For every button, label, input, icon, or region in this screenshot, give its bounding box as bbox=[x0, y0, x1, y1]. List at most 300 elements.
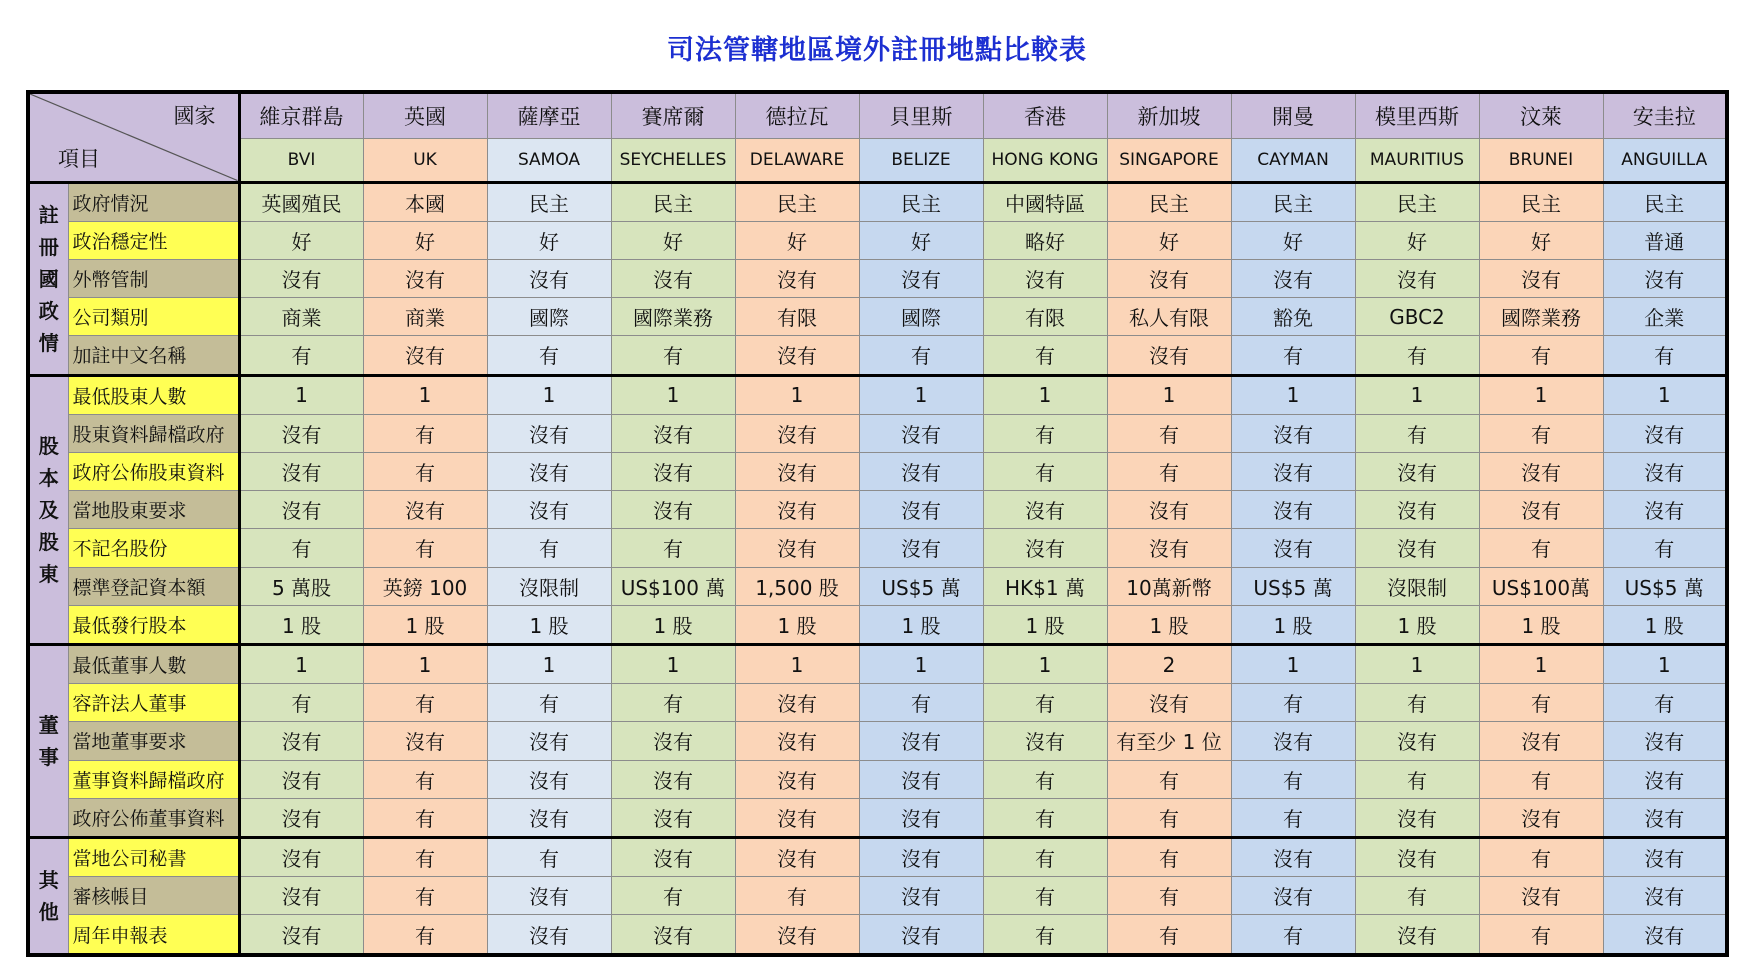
row-label: 股東資料歸檔政府 bbox=[68, 414, 239, 452]
table-cell: 好 bbox=[239, 221, 363, 259]
table-cell: 豁免 bbox=[1231, 298, 1355, 336]
table-cell: 有 bbox=[1107, 915, 1231, 955]
country-name: 英國 bbox=[363, 92, 487, 138]
table-row bbox=[28, 182, 1727, 221]
table-cell: 沒有 bbox=[1479, 491, 1603, 529]
table-cell: 有 bbox=[1355, 760, 1479, 798]
table-cell: 略好 bbox=[983, 221, 1107, 259]
table-cell: 有 bbox=[1107, 452, 1231, 490]
table-cell: 沒有 bbox=[1479, 877, 1603, 915]
table-cell: 沒有 bbox=[239, 915, 363, 955]
table-cell: 沒有 bbox=[1603, 877, 1727, 915]
group-label bbox=[28, 837, 68, 955]
table-cell: 好 bbox=[859, 221, 983, 259]
table-cell: 沒有 bbox=[1603, 414, 1727, 452]
country-name: 德拉瓦 bbox=[735, 92, 859, 138]
country-name: 貝里斯 bbox=[859, 92, 983, 138]
group-label bbox=[28, 644, 68, 837]
row-label: 政府公佈股東資料 bbox=[68, 452, 239, 490]
table-cell: 沒有 bbox=[487, 414, 611, 452]
table-cell: 沒有 bbox=[735, 491, 859, 529]
table-cell: 好 bbox=[1355, 221, 1479, 259]
table-cell: 民主 bbox=[1107, 182, 1231, 221]
table-cell: 有 bbox=[239, 529, 363, 567]
table-cell: 1 bbox=[735, 375, 859, 414]
table-cell: 有 bbox=[487, 336, 611, 375]
table-cell: 有 bbox=[363, 414, 487, 452]
table-cell: 沒有 bbox=[983, 491, 1107, 529]
table-cell: 有 bbox=[1479, 529, 1603, 567]
table-cell: 沒有 bbox=[239, 760, 363, 798]
table-cell: 沒有 bbox=[611, 915, 735, 955]
table-cell: 1 股 bbox=[1479, 605, 1603, 644]
table-cell: 沒有 bbox=[1603, 798, 1727, 837]
table-cell: 沒有 bbox=[1603, 722, 1727, 760]
table-cell: 1 bbox=[1231, 644, 1355, 683]
table-cell: 有 bbox=[363, 798, 487, 837]
table-cell: 沒有 bbox=[859, 877, 983, 915]
table-cell: 國際 bbox=[859, 298, 983, 336]
table-cell: 沒有 bbox=[735, 414, 859, 452]
table-cell: 1 bbox=[363, 644, 487, 683]
corner-item-label: 項目 bbox=[58, 146, 100, 171]
table-cell: 沒有 bbox=[363, 336, 487, 375]
table-cell: 好 bbox=[1231, 221, 1355, 259]
table-cell: 1 股 bbox=[1231, 605, 1355, 644]
table-cell: 沒有 bbox=[983, 259, 1107, 297]
table-cell: 有 bbox=[983, 414, 1107, 452]
table-cell: 沒有 bbox=[735, 722, 859, 760]
table-cell: HK$1 萬 bbox=[983, 567, 1107, 605]
table-cell: 沒有 bbox=[1479, 722, 1603, 760]
table-cell: 沒有 bbox=[859, 722, 983, 760]
corner-header bbox=[28, 92, 239, 182]
table-cell: 沒有 bbox=[735, 837, 859, 876]
table-cell: 沒有 bbox=[735, 529, 859, 567]
row-label: 最低股東人數 bbox=[68, 375, 239, 414]
row-label: 周年申報表 bbox=[68, 915, 239, 955]
table-row bbox=[28, 644, 1727, 683]
table-cell: 沒有 bbox=[487, 760, 611, 798]
table-cell: 沒有 bbox=[859, 529, 983, 567]
row-label: 董事資料歸檔政府 bbox=[68, 760, 239, 798]
table-cell: 有 bbox=[611, 877, 735, 915]
table-cell: 沒有 bbox=[983, 722, 1107, 760]
group-label-text: 其 他 bbox=[38, 867, 59, 924]
table-cell: 企業 bbox=[1603, 298, 1727, 336]
table-cell: 沒有 bbox=[1231, 722, 1355, 760]
table-cell: 英鎊 100 bbox=[363, 567, 487, 605]
table-cell: 1,500 股 bbox=[735, 567, 859, 605]
table-cell: 民主 bbox=[1231, 182, 1355, 221]
table-cell: 沒有 bbox=[859, 452, 983, 490]
comparison-table bbox=[26, 90, 1729, 957]
row-label: 政府情況 bbox=[68, 182, 239, 221]
table-cell: 沒有 bbox=[363, 722, 487, 760]
table-row bbox=[28, 605, 1727, 644]
table-cell: 有 bbox=[1355, 877, 1479, 915]
table-cell: 沒有 bbox=[1603, 837, 1727, 876]
table-cell: US$5 萬 bbox=[859, 567, 983, 605]
row-label: 加註中文名稱 bbox=[68, 336, 239, 375]
table-row bbox=[28, 684, 1727, 722]
table-cell: 沒有 bbox=[1107, 491, 1231, 529]
table-row bbox=[28, 798, 1727, 837]
table-cell: 1 bbox=[983, 644, 1107, 683]
table-cell: 有 bbox=[1479, 837, 1603, 876]
table-cell: 沒有 bbox=[1355, 491, 1479, 529]
table-cell: 1 bbox=[1479, 644, 1603, 683]
table-cell: 1 股 bbox=[1107, 605, 1231, 644]
table-cell: 普通 bbox=[1603, 221, 1727, 259]
table-cell: 沒有 bbox=[487, 722, 611, 760]
table-cell: 沒有 bbox=[1107, 336, 1231, 375]
table-cell: 有 bbox=[859, 336, 983, 375]
row-label: 容許法人董事 bbox=[68, 684, 239, 722]
table-cell: 沒有 bbox=[859, 414, 983, 452]
group-label-text: 註 冊 國 政 情 bbox=[38, 202, 59, 355]
table-cell: 沒有 bbox=[239, 491, 363, 529]
table-cell: US$100萬 bbox=[1479, 567, 1603, 605]
table-cell: 沒有 bbox=[611, 837, 735, 876]
table-cell: 有 bbox=[363, 837, 487, 876]
row-label: 政治穩定性 bbox=[68, 221, 239, 259]
table-cell: 民主 bbox=[735, 182, 859, 221]
table-cell: 1 股 bbox=[983, 605, 1107, 644]
table-cell: 國際 bbox=[487, 298, 611, 336]
country-name: 香港 bbox=[983, 92, 1107, 138]
table-cell: 有 bbox=[983, 837, 1107, 876]
table-cell: US$5 萬 bbox=[1603, 567, 1727, 605]
header-row-english bbox=[28, 138, 1727, 182]
table-cell: 1 股 bbox=[1355, 605, 1479, 644]
table-cell: 有 bbox=[239, 684, 363, 722]
country-name: 維京群島 bbox=[239, 92, 363, 138]
table-cell: 10萬新幣 bbox=[1107, 567, 1231, 605]
table-cell: GBC2 bbox=[1355, 298, 1479, 336]
table-cell: 沒有 bbox=[239, 259, 363, 297]
table-cell: 有 bbox=[983, 877, 1107, 915]
row-label: 外幣管制 bbox=[68, 259, 239, 297]
table-cell: 有 bbox=[1231, 684, 1355, 722]
table-cell: 私人有限 bbox=[1107, 298, 1231, 336]
row-label: 當地股東要求 bbox=[68, 491, 239, 529]
table-cell: 沒有 bbox=[363, 259, 487, 297]
table-cell: 沒有 bbox=[1231, 529, 1355, 567]
table-row bbox=[28, 837, 1727, 876]
table-cell: 沒有 bbox=[239, 722, 363, 760]
table-cell: 1 bbox=[1603, 644, 1727, 683]
table-cell: 國際業務 bbox=[1479, 298, 1603, 336]
row-label: 審核帳目 bbox=[68, 877, 239, 915]
table-cell: 1 股 bbox=[735, 605, 859, 644]
table-cell: 有 bbox=[1107, 837, 1231, 876]
table-cell: 沒有 bbox=[1603, 760, 1727, 798]
corner-country-label: 國家 bbox=[173, 104, 216, 128]
table-cell: 沒有 bbox=[611, 414, 735, 452]
row-label: 當地董事要求 bbox=[68, 722, 239, 760]
table-cell: 沒有 bbox=[487, 259, 611, 297]
table-cell: 沒有 bbox=[1231, 491, 1355, 529]
table-cell: 沒有 bbox=[1107, 259, 1231, 297]
table-cell: 商業 bbox=[363, 298, 487, 336]
table-cell: 有 bbox=[487, 837, 611, 876]
table-cell: 1 bbox=[239, 375, 363, 414]
table-cell: 沒有 bbox=[859, 798, 983, 837]
table-cell: 好 bbox=[1107, 221, 1231, 259]
table-row bbox=[28, 491, 1727, 529]
table-row bbox=[28, 760, 1727, 798]
country-english-name: BELIZE bbox=[859, 138, 983, 182]
table-cell: 沒有 bbox=[735, 452, 859, 490]
table-cell: 沒有 bbox=[735, 259, 859, 297]
group-label-text: 股 本 及 股 東 bbox=[38, 433, 59, 586]
page-title: 司法管轄地區境外註冊地點比較表 bbox=[667, 35, 1087, 66]
table-cell: 沒有 bbox=[735, 760, 859, 798]
table-cell: 有 bbox=[1603, 684, 1727, 722]
table-cell: 沒有 bbox=[1479, 798, 1603, 837]
table-cell: 1 股 bbox=[487, 605, 611, 644]
table-cell: 沒有 bbox=[1355, 837, 1479, 876]
table-cell: 有 bbox=[1107, 414, 1231, 452]
table-cell: 有 bbox=[1479, 684, 1603, 722]
table-cell: 民主 bbox=[1603, 182, 1727, 221]
table-cell: 好 bbox=[487, 221, 611, 259]
table-cell: 民主 bbox=[1355, 182, 1479, 221]
table-cell: 5 萬股 bbox=[239, 567, 363, 605]
table-cell: 有 bbox=[1355, 684, 1479, 722]
table-cell: 1 股 bbox=[239, 605, 363, 644]
table-cell: 民主 bbox=[1479, 182, 1603, 221]
country-english-name: DELAWARE bbox=[735, 138, 859, 182]
table-row bbox=[28, 221, 1727, 259]
table-row bbox=[28, 336, 1727, 375]
group-label bbox=[28, 375, 68, 644]
table-cell: 1 bbox=[363, 375, 487, 414]
table-cell: 有 bbox=[983, 760, 1107, 798]
country-name: 開曼 bbox=[1231, 92, 1355, 138]
table-cell: 有限 bbox=[735, 298, 859, 336]
table-cell: 有 bbox=[611, 336, 735, 375]
table-cell: 沒有 bbox=[1231, 414, 1355, 452]
table-cell: 沒限制 bbox=[1355, 567, 1479, 605]
table-cell: 有 bbox=[1231, 915, 1355, 955]
table-cell: 1 bbox=[859, 644, 983, 683]
table-cell: 有 bbox=[1479, 336, 1603, 375]
country-english-name: HONG KONG bbox=[983, 138, 1107, 182]
table-cell: 沒有 bbox=[1355, 798, 1479, 837]
table-cell: 沒有 bbox=[1107, 529, 1231, 567]
country-name: 模里西斯 bbox=[1355, 92, 1479, 138]
table-cell: 1 bbox=[1603, 375, 1727, 414]
table-cell: 沒限制 bbox=[487, 567, 611, 605]
table-cell: 1 bbox=[859, 375, 983, 414]
table-cell: 沒有 bbox=[983, 529, 1107, 567]
table-cell: 好 bbox=[363, 221, 487, 259]
group-label bbox=[28, 182, 68, 375]
table-cell: 有 bbox=[363, 452, 487, 490]
table-cell: 有 bbox=[363, 529, 487, 567]
table-cell: 沒有 bbox=[611, 798, 735, 837]
row-label: 最低董事人數 bbox=[68, 644, 239, 683]
table-cell: 有 bbox=[1479, 760, 1603, 798]
table-cell: 有 bbox=[1603, 529, 1727, 567]
table-cell: 有 bbox=[1107, 798, 1231, 837]
table-cell: 沒有 bbox=[239, 837, 363, 876]
table-cell: 沒有 bbox=[487, 877, 611, 915]
table-cell: 有 bbox=[1479, 915, 1603, 955]
table-cell: 沒有 bbox=[859, 760, 983, 798]
table-cell: 沒有 bbox=[1355, 722, 1479, 760]
table-cell: 沒有 bbox=[1231, 837, 1355, 876]
table-cell: 有 bbox=[611, 529, 735, 567]
table-row bbox=[28, 722, 1727, 760]
table-cell: 民主 bbox=[487, 182, 611, 221]
group-label-text: 董 事 bbox=[38, 712, 59, 769]
table-cell: 1 bbox=[611, 644, 735, 683]
table-cell: 1 bbox=[487, 375, 611, 414]
table-cell: 國際業務 bbox=[611, 298, 735, 336]
table-cell: 有 bbox=[859, 684, 983, 722]
table-cell: 有 bbox=[1231, 798, 1355, 837]
table-cell: 沒有 bbox=[611, 491, 735, 529]
table-cell: 沒有 bbox=[1355, 915, 1479, 955]
table-cell: 沒有 bbox=[1355, 259, 1479, 297]
table-cell: 沒有 bbox=[1479, 452, 1603, 490]
table-row bbox=[28, 529, 1727, 567]
table-cell: 有 bbox=[1355, 336, 1479, 375]
table-cell: 沒有 bbox=[611, 722, 735, 760]
table-cell: 沒有 bbox=[1603, 452, 1727, 490]
country-english-name: SINGAPORE bbox=[1107, 138, 1231, 182]
table-cell: 有 bbox=[983, 452, 1107, 490]
table-cell: 有 bbox=[611, 684, 735, 722]
table-cell: 有 bbox=[983, 684, 1107, 722]
table-row bbox=[28, 567, 1727, 605]
country-english-name: BVI bbox=[239, 138, 363, 182]
country-name: 汶萊 bbox=[1479, 92, 1603, 138]
table-cell: US$5 萬 bbox=[1231, 567, 1355, 605]
table-cell: 沒有 bbox=[1107, 684, 1231, 722]
table-cell: 有 bbox=[239, 336, 363, 375]
table-cell: 沒有 bbox=[239, 414, 363, 452]
table-cell: 有 bbox=[1107, 877, 1231, 915]
table-cell: 有 bbox=[1231, 760, 1355, 798]
row-label: 公司類別 bbox=[68, 298, 239, 336]
header-row-names bbox=[28, 92, 1727, 138]
row-label: 標準登記資本額 bbox=[68, 567, 239, 605]
table-cell: 沒有 bbox=[611, 760, 735, 798]
table-cell: 有 bbox=[363, 684, 487, 722]
table-cell: 好 bbox=[1479, 221, 1603, 259]
row-label: 當地公司秘書 bbox=[68, 837, 239, 876]
table-row bbox=[28, 877, 1727, 915]
country-name: 安圭拉 bbox=[1603, 92, 1727, 138]
table-cell: 沒有 bbox=[239, 452, 363, 490]
table-row bbox=[28, 375, 1727, 414]
table-row bbox=[28, 915, 1727, 955]
table-cell: 有 bbox=[1231, 336, 1355, 375]
table-cell: 沒有 bbox=[735, 336, 859, 375]
table-cell: 本國 bbox=[363, 182, 487, 221]
table-cell: 有 bbox=[363, 760, 487, 798]
table-cell: 有 bbox=[735, 877, 859, 915]
table-cell: 沒有 bbox=[735, 798, 859, 837]
table-cell: 中國特區 bbox=[983, 182, 1107, 221]
table-cell: 有至少 1 位 bbox=[1107, 722, 1231, 760]
table-cell: 沒有 bbox=[859, 259, 983, 297]
table-cell: 沒有 bbox=[1231, 877, 1355, 915]
country-english-name: UK bbox=[363, 138, 487, 182]
table-cell: 1 bbox=[611, 375, 735, 414]
country-english-name: ANGUILLA bbox=[1603, 138, 1727, 182]
table-row bbox=[28, 259, 1727, 297]
country-name: 薩摩亞 bbox=[487, 92, 611, 138]
table-cell: 1 bbox=[983, 375, 1107, 414]
country-english-name: CAYMAN bbox=[1231, 138, 1355, 182]
table-cell: 沒有 bbox=[487, 798, 611, 837]
table-cell: 沒有 bbox=[1231, 452, 1355, 490]
table-cell: 有 bbox=[1479, 414, 1603, 452]
country-name: 賽席爾 bbox=[611, 92, 735, 138]
table-cell: 有 bbox=[983, 798, 1107, 837]
table-cell: 沒有 bbox=[239, 877, 363, 915]
table-cell: 1 bbox=[1355, 375, 1479, 414]
row-label: 最低發行股本 bbox=[68, 605, 239, 644]
table-cell: 沒有 bbox=[859, 837, 983, 876]
table-cell: 英國殖民 bbox=[239, 182, 363, 221]
country-name: 新加坡 bbox=[1107, 92, 1231, 138]
table-cell: 沒有 bbox=[735, 915, 859, 955]
country-english-name: MAURITIUS bbox=[1355, 138, 1479, 182]
country-english-name: BRUNEI bbox=[1479, 138, 1603, 182]
table-row bbox=[28, 452, 1727, 490]
table-cell: 沒有 bbox=[611, 259, 735, 297]
table-cell: 沒有 bbox=[735, 684, 859, 722]
table-cell: 1 bbox=[1479, 375, 1603, 414]
table-cell: 1 股 bbox=[611, 605, 735, 644]
table-cell: 1 bbox=[1107, 375, 1231, 414]
table-cell: 有 bbox=[1355, 414, 1479, 452]
table-cell: 沒有 bbox=[487, 915, 611, 955]
table-cell: 沒有 bbox=[611, 452, 735, 490]
table-cell: 2 bbox=[1107, 644, 1231, 683]
table-cell: 1 股 bbox=[363, 605, 487, 644]
table-cell: US$100 萬 bbox=[611, 567, 735, 605]
country-english-name: SAMOA bbox=[487, 138, 611, 182]
table-cell: 1 bbox=[487, 644, 611, 683]
table-cell: 1 bbox=[735, 644, 859, 683]
table-cell: 有限 bbox=[983, 298, 1107, 336]
table-cell: 民主 bbox=[611, 182, 735, 221]
table-cell: 有 bbox=[1603, 336, 1727, 375]
table-cell: 沒有 bbox=[487, 491, 611, 529]
table-cell: 1 股 bbox=[1603, 605, 1727, 644]
table-row bbox=[28, 298, 1727, 336]
table-cell: 有 bbox=[1107, 760, 1231, 798]
table-cell: 沒有 bbox=[239, 798, 363, 837]
table-cell: 沒有 bbox=[1603, 491, 1727, 529]
table-cell: 1 bbox=[1231, 375, 1355, 414]
table-cell: 好 bbox=[611, 221, 735, 259]
table-cell: 有 bbox=[487, 529, 611, 567]
table-cell: 沒有 bbox=[1355, 529, 1479, 567]
table-cell: 有 bbox=[983, 915, 1107, 955]
row-label: 不記名股份 bbox=[68, 529, 239, 567]
table-cell: 1 bbox=[1355, 644, 1479, 683]
table-cell: 沒有 bbox=[859, 915, 983, 955]
country-english-name: SEYCHELLES bbox=[611, 138, 735, 182]
